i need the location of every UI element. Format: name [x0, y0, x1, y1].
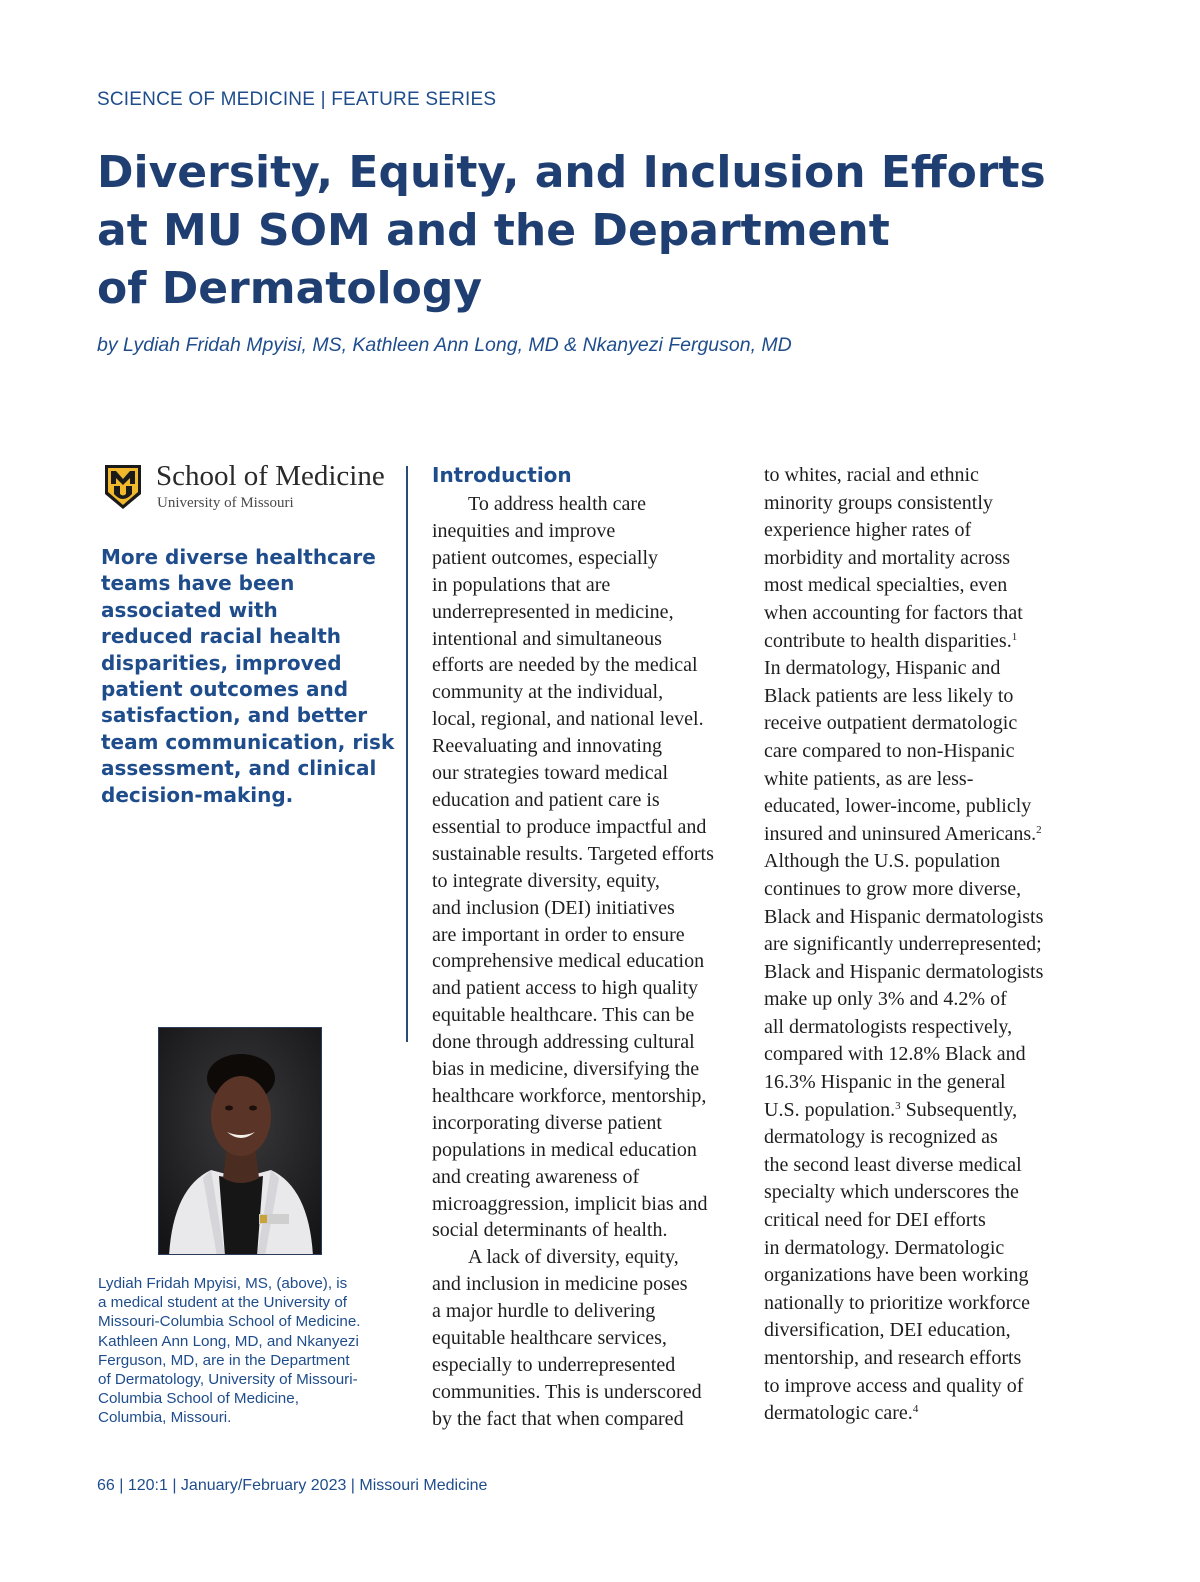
body-line: communities. This is underscored — [432, 1380, 702, 1403]
caption-line: Columbia School of Medicine, — [98, 1390, 299, 1408]
body-line: To address health care — [468, 493, 646, 515]
body-line: social determinants of health. — [432, 1219, 668, 1242]
body-line: sustainable results. Targeted efforts — [432, 842, 714, 865]
title-line: at MU SOM and the Department — [97, 205, 890, 256]
pull-quote-line: More diverse healthcare — [101, 545, 376, 569]
body-line: Black and Hispanic dermatologists — [764, 960, 1044, 983]
body-line: when accounting for factors that — [764, 601, 1023, 624]
body-line: A lack of diversity, equity, — [468, 1246, 679, 1269]
body-line: incorporating diverse patient — [432, 1111, 662, 1134]
pull-quote-line: assessment, and clinical — [101, 756, 377, 781]
author-caption — [98, 1274, 398, 1428]
body-line: organizations have been working — [764, 1264, 1029, 1287]
body-line: microaggression, implicit bias and — [432, 1192, 708, 1215]
body-line: especially to underrepresented — [432, 1354, 676, 1376]
body-line: make up only 3% and 4.2% of — [764, 988, 1007, 1011]
body-line: equitable healthcare. This can be — [432, 1004, 695, 1027]
reference-1: 1 — [1011, 630, 1018, 643]
body-column-3 — [764, 462, 1043, 1428]
section-kicker: SCIENCE OF MEDICINE | FEATURE SERIES — [97, 89, 497, 110]
body-line: In dermatology, Hispanic and — [764, 657, 1001, 680]
body-text: dermatologic care. — [764, 1402, 913, 1425]
caption-line: Missouri-Columbia School of Medicine. — [98, 1313, 361, 1331]
title-line: Diversity, Equity, and Inclusion Efforts — [97, 147, 1046, 198]
body-text: contribute to health disparities. — [764, 629, 1012, 652]
body-line: equitable healthcare services, — [432, 1327, 667, 1350]
reference-3: 3 — [895, 1099, 901, 1112]
column-divider — [406, 466, 408, 1042]
body-line: healthcare workforce, mentorship, — [432, 1084, 707, 1107]
body-line: educated, lower-income, publicly — [764, 795, 1032, 818]
pull-quote — [101, 544, 395, 808]
body-line: inequities and improve — [432, 519, 616, 542]
body-line: patient outcomes, especially — [432, 546, 659, 569]
body-line: diversification, DEI education, — [764, 1319, 1011, 1342]
body-line: populations in medical education — [432, 1138, 697, 1161]
caption-line: Kathleen Ann Long, MD, and Nkanyezi — [98, 1332, 359, 1350]
body-line: to whites, racial and ethnic — [764, 464, 979, 486]
pull-quote-line: reduced racial health — [101, 624, 342, 649]
title-line: of Dermatology — [97, 263, 483, 314]
body-text: Subsequently, — [900, 1098, 1018, 1121]
body-line — [764, 1400, 1043, 1428]
body-line: in populations that are — [432, 573, 611, 596]
pull-quote-line: satisfaction, and better — [101, 703, 368, 728]
body-line: a major hurdle to delivering — [432, 1300, 656, 1323]
body-line — [764, 1097, 1043, 1125]
body-line — [764, 628, 1043, 656]
body-line: in dermatology. Dermatologic — [764, 1236, 1005, 1259]
author-portrait-icon — [159, 1028, 322, 1255]
body-line: to integrate diversity, equity, — [432, 869, 660, 892]
body-line: specialty which underscores the — [764, 1181, 1019, 1204]
logo-subname: University of Missouri — [157, 495, 294, 511]
caption-line: a medical student at the University of — [98, 1294, 348, 1312]
body-line: most medical specialties, even — [764, 574, 1008, 597]
reference-2: 2 — [1036, 823, 1042, 836]
body-line: 16.3% Hispanic in the general — [764, 1071, 1006, 1094]
pull-quote-line: disparities, improved — [101, 650, 342, 675]
body-line: minority groups consistently — [764, 491, 993, 514]
pull-quote-line: decision-making. — [101, 782, 294, 807]
body-line: education and patient care is — [432, 788, 660, 811]
body-line: compared with 12.8% Black and — [764, 1043, 1026, 1066]
pull-quote-line: associated with — [101, 597, 278, 622]
body-line: care compared to non-Hispanic — [764, 739, 1015, 762]
body-line: receive outpatient dermatologic — [764, 712, 1018, 735]
body-line: are important in order to ensure — [432, 923, 685, 946]
body-line: mentorship, and research efforts — [764, 1347, 1022, 1369]
page-footer: 66 | 120:1 | January/February 2023 | Missouri Medicine — [97, 1477, 488, 1494]
caption-line: Ferguson, MD, are in the Department — [98, 1351, 350, 1369]
body-line: community at the individual, — [432, 681, 664, 704]
body-line: the second least diverse medical — [764, 1153, 1022, 1176]
logo-name: School of Medicine — [156, 460, 385, 492]
body-line: Black and Hispanic dermatologists — [764, 905, 1044, 928]
body-line: Reevaluating and innovating — [432, 735, 662, 758]
body-line: intentional and simultaneous — [432, 627, 662, 650]
body-line: local, regional, and national level. — [432, 708, 704, 731]
body-line: Although the U.S. population — [764, 850, 1001, 873]
body-text: U.S. population. — [764, 1098, 896, 1121]
body-line: experience higher rates of — [764, 519, 972, 542]
body-line: our strategies toward medical — [432, 762, 669, 785]
body-line: white patients, as are less- — [764, 767, 974, 790]
byline: by Lydiah Fridah Mpyisi, MS, Kathleen Ann Long, MD & Nkanyezi Ferguson, MD — [97, 334, 792, 356]
body-line: continues to grow more diverse, — [764, 877, 1022, 900]
body-line: all dermatologists respectively, — [764, 1015, 1013, 1038]
pull-quote-line: teams have been — [101, 571, 295, 596]
caption-line: of Dermatology, University of Missouri- — [98, 1371, 358, 1389]
body-line: critical need for DEI efforts — [764, 1209, 986, 1232]
body-line: by the fact that when compared — [432, 1407, 684, 1430]
article-title — [97, 144, 1046, 318]
reference-4: 4 — [912, 1403, 919, 1416]
school-of-medicine-logo — [104, 460, 394, 512]
body-line: dermatology is recognized as — [764, 1126, 998, 1149]
body-line: and patient access to high quality — [432, 977, 699, 1000]
section-heading-introduction: Introduction — [432, 463, 572, 487]
body-line: comprehensive medical education — [432, 950, 705, 973]
body-line: efforts are needed by the medical — [432, 654, 698, 677]
body-line: and creating awareness of — [432, 1165, 640, 1188]
pull-quote-line: team communication, risk — [101, 729, 395, 754]
mizzou-mu-shield-icon — [104, 464, 142, 510]
body-line: to improve access and quality of — [764, 1374, 1024, 1397]
body-line: Black patients are less likely to — [764, 684, 1014, 707]
body-line: nationally to prioritize workforce — [764, 1291, 1031, 1314]
body-line — [764, 821, 1043, 849]
body-line: underrepresented in medicine, — [432, 600, 674, 623]
body-line: done through addressing cultural — [432, 1031, 695, 1054]
body-line: and inclusion in medicine poses — [432, 1273, 688, 1296]
body-line: essential to produce impactful and — [432, 815, 707, 838]
body-column-2 — [432, 491, 714, 1433]
body-line: morbidity and mortality across — [764, 546, 1011, 569]
author-photo — [158, 1027, 322, 1255]
body-text: insured and uninsured Americans. — [764, 822, 1037, 845]
body-line: are significantly underrepresented; — [764, 933, 1042, 956]
pull-quote-line: patient outcomes and — [101, 677, 349, 702]
body-line: and inclusion (DEI) initiatives — [432, 896, 675, 919]
caption-line: Lydiah Fridah Mpyisi, MS, (above), is — [98, 1275, 348, 1292]
body-line: bias in medicine, diversifying the — [432, 1058, 700, 1081]
caption-line: Columbia, Missouri. — [98, 1409, 232, 1427]
